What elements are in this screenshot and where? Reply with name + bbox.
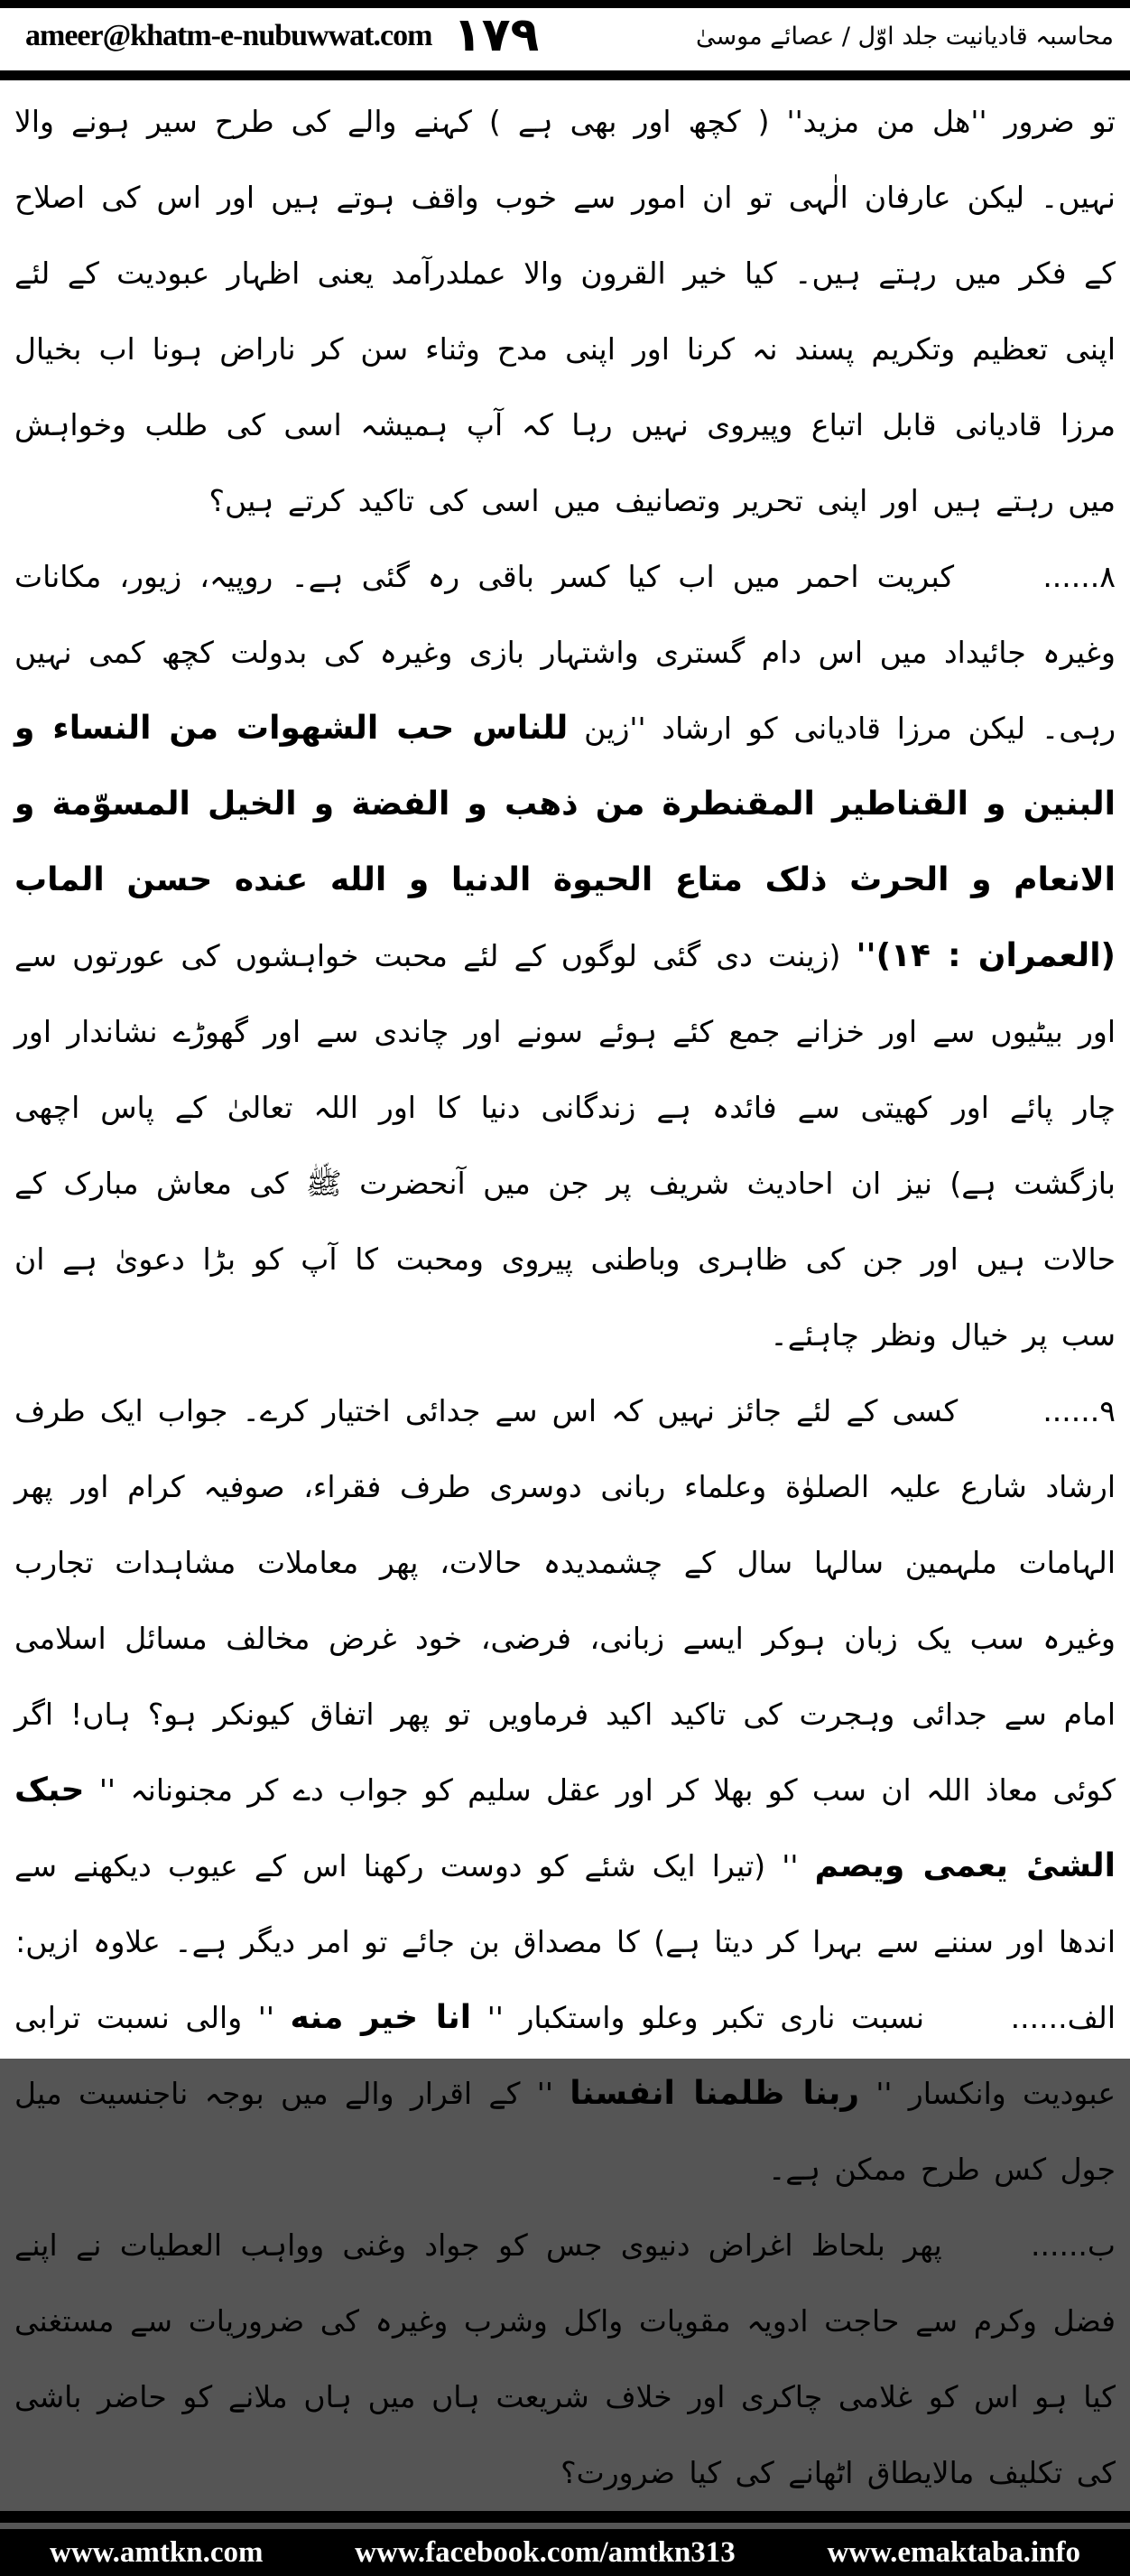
item-9-arabic-quote: حبک الشیٔ یعمی ویصم (14, 1772, 1116, 1884)
item-be-marker: ب...... (1030, 2227, 1116, 2263)
item-9-text-b: '' (تیرا ایک شئے کو دوست رکھنا اس کے عیوب دیکھنے سے اندھا اور سننے سے بہرا کر دیتا ہے) کا مصداق بن جائے تو امر دیگر ہے۔ علاوہ ازیں: (14, 1848, 1116, 1959)
footer-url-amtkn: www.amtkn.com (50, 2535, 264, 2569)
item-8-quran-quote: للناس حب الشهوات من النساء و البنين و القناطير المقنطرة من ذهب و الفضة و الخيل المسوّمة و الانعام و الحرث ذلک متاع الحيوة الدنيا و الله عنده حسن الماب (14, 710, 1116, 898)
paragraph-intro-text: تو ضرور ''هل من مزید'' ( کچھ اور بھی ہے ) کہنے والے کی طرح سیر ہونے والا نہیں۔ لیکن عارفان الٰہی تو ان امور سے خوب واقف ہوتے ہیں اور اس کی اصلاح کے فکر میں رہتے ہیں۔ کیا خیر القرون والا عملدرآمد یعنی اظہار عبودیت کے لئے اپنی تعظیم وتکریم پسند نہ کرنا اور اپنی مدح وثناء سن کر ناراض ہونا اب بخیال مرزا قادیانی قابل اتباع وپیروی نہیں رہا کہ آپ ہمیشہ اسی کی طلب وخواہش میں رہتے ہیں اور اپنی تحریر وتصانیف میں اسی کی تاکید کرتے ہیں؟ (14, 104, 1116, 518)
paragraph-item-be (14, 2208, 1116, 2511)
page-number: ۱۷۹ (453, 8, 540, 62)
paragraph-item-9 (14, 1373, 1116, 1980)
item-8-quote-reference: (العمران : ۱۴)'' (856, 937, 1116, 974)
footer-links-bar (0, 2529, 1130, 2576)
item-alif-text-a: نسبت ناری تکبر وعلو واستکبار '' (486, 2000, 925, 2035)
footer-url-facebook: www.facebook.com/amtkn313 (355, 2535, 736, 2569)
item-8-text-a: کبریت احمر میں اب کیا کسر باقی رہ گئی ہے۔ روپیہ، زیور، مکانات وغیرہ جائیداد میں اس دام گستری واشتہار بازی وغیرہ کی بدولت کچھ کمی نہیں رہی۔ لیکن مرزا قادیانی کو ارشاد ''زین (14, 559, 1116, 746)
item-alif-arabic-a: انا خیر منه (290, 1999, 472, 2036)
item-9-marker: ۹...... (1042, 1393, 1116, 1428)
item-alif-text-c: '' کے اقرار والے میں بوجہ ناجنسیت میل جول کس طرح ممکن ہے۔ (14, 2076, 1116, 2187)
item-alif-text-b: '' والی نسبت ترابی عبودیت وانکسار '' (14, 2000, 1116, 2111)
paragraph-intro (14, 84, 1116, 539)
item-8-marker: ۸...... (1042, 559, 1116, 594)
item-be-text: پھر بلحاظ اغراض دنیوی جس کو جواد وغنی وواہب العطیات نے اپنے فضل وکرم سے حاجت ادویہ مقویات واکل وشرب وغیرہ کی ضروریات سے مستغنی کیا ہو اس کو غلامی چاکری اور خلاف شریعت ہاں میں ہاں ملانے کو حاضر باشی کی تکلیف مالایطاق اٹھانے کی کیا ضرورت؟ (14, 2227, 1116, 2490)
top-border-bar (0, 0, 1130, 8)
paragraph-item-8 (14, 539, 1116, 1373)
item-alif-arabic-b: ربنا ظلمنا انفسنا (570, 2075, 859, 2112)
header-email: ameer@khatm-e-nubuwwat.com (25, 19, 432, 52)
header-divider-bar (0, 70, 1130, 80)
footer-url-emaktaba: www.emaktaba.info (827, 2535, 1080, 2569)
item-9-text-a: کسی کے لئے جائز نہیں کہ اس سے جدائی اختیار کرے۔ جواب ایک طرف ارشاد شارع علیہ الصلوٰة وعلماء ربانی دوسری طرف فقراء، صوفیہ کرام اور پھر الہامات ملہمین سالہا سال کے چشمدیدہ حالات، پھر معاملات مشاہدات تجارب وغیرہ سب یک زبان ہوکر ایسے زبانی، فرضی، خود غرض مخالف مسائل اسلامی امام سے جدائی وہجرت کی تاکید اکید فرماویں تو پھر اتفاق کیونکر ہو؟ ہاں! اگر کوئی معاذ اللہ ان سب کو بھلا کر اور عقل سلیم کو جواب دے کر مجنونانہ '' (14, 1393, 1116, 1808)
item-alif-marker: الف...... (1010, 2000, 1116, 2035)
book-title: محاسبہ قادیانیت جلد اوّل / عصائے موسیٰ (696, 23, 1114, 51)
page-header (0, 8, 1130, 70)
paragraph-item-alif (14, 1980, 1116, 2208)
footer-divider-bar (0, 2511, 1130, 2523)
page-body-text (0, 80, 1130, 2511)
item-8-text-b: (زینت دی گئی لوگوں کے لئے محبت خواہشوں کی عورتوں سے اور بیٹیوں سے اور خزانے جمع کئے ہوئے سونے اور چاندی سے اور گھوڑے نشاندار اور چار پائے اور کھیتی سے فائدہ ہے زندگانی دنیا کا اور اللہ تعالیٰ کے پاس اچھی بازگشت ہے) نیز ان احادیث شریف پر جن میں آنحضرت ﷺ کی معاش مبارک کے حالات ہیں اور جن کی ظاہری وباطنی پیروی ومحبت کا آپ کو بڑا دعویٰ ہے ان سب پر خیال ونظر چاہئے۔ (14, 938, 1116, 1353)
